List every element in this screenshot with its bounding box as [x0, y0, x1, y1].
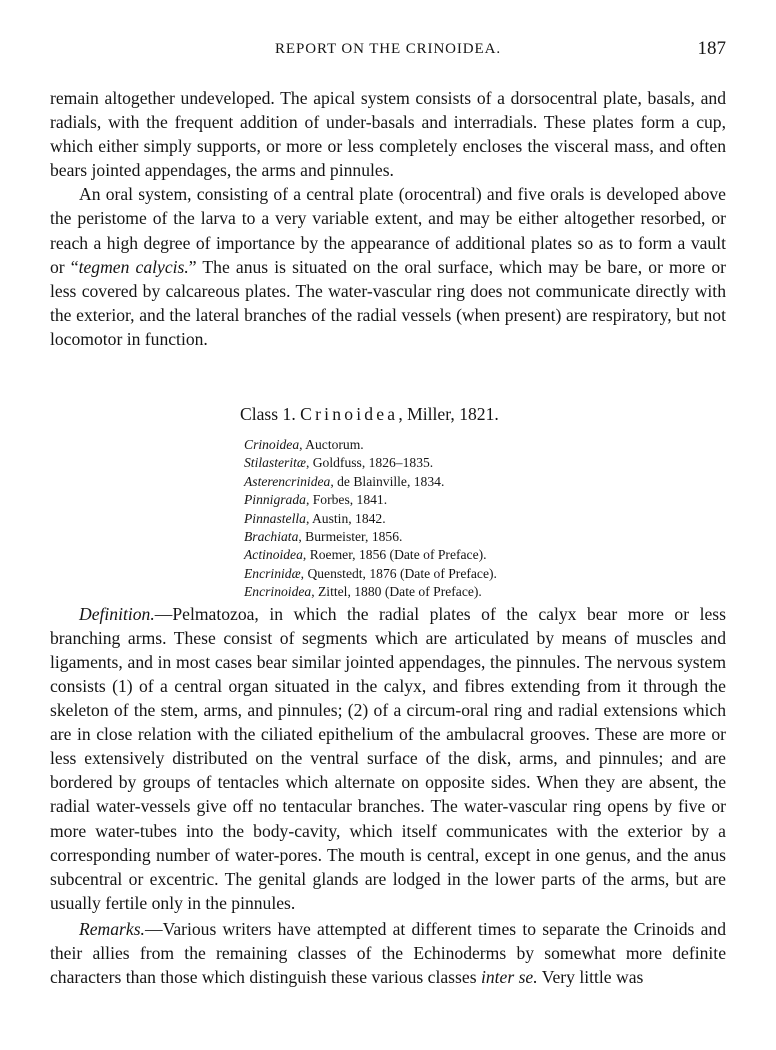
synonym-entry — [244, 491, 726, 509]
synonym-authority: , Burmeister, 1856. — [298, 529, 403, 545]
running-head: REPORT ON THE CRINOIDEA. — [275, 41, 501, 57]
synonym-entry — [244, 510, 726, 528]
synonym-authority: , Auctorum. — [299, 437, 364, 453]
oral-text-before: An oral system, consisting of a central plate (orocentral) and five orals is developed above the peristome of the larva to a very variable extent, and may be either altogether resorbed, or reach a high degree of importance by the appearance of additional plates so as to form a vault or “ — [50, 184, 726, 277]
synonym-authority: , Quenstedt, 1876 (Date of Preface). — [300, 565, 497, 581]
synonym-authority: , Austin, 1842. — [305, 510, 386, 526]
definition-text: —Pelmatozoa, in which the radial plates of the calyx bear more or less branching arms. These consist of segments which are articulated by means of muscles and ligaments, and in most cases bear similar jointed appendages, the pinnules. The nervous system consists (1) of a central organ situated in the calyx, and fibres extending from it through the skeleton of the stem, arms, and pinnules; (2) of a circum-oral ring and radial extensions which are in close relation with the ciliated epithelium of the ambulacral grooves. These are more or less extensively distributed on the ventral surface of the disk, arms, and pinnules; and are bordered by groups of tentacles which alternate on opposite sides. When they are absent, the radial water-vessels give off no tentacular branches. The water-vascular ring opens by five or more water-tubes into the body-cavity, which itself communicates with the exterior by a corresponding number of water-pores. The mouth is central, except in one genus, and the anus subcentral or excentric. The genital glands are lodged in the lower parts of the arms, but are usually fertile only in the pinnules. — [50, 603, 726, 913]
synonym-name: Stilasteritæ — [244, 455, 306, 471]
synonym-entry — [244, 546, 726, 564]
definition-label: Definition. — [79, 603, 155, 624]
synonym-authority: , Goldfuss, 1826–1835. — [305, 455, 434, 471]
synonym-entry — [244, 473, 726, 491]
page-number: 187 — [697, 38, 726, 59]
synonym-entry — [244, 583, 726, 601]
page-body — [50, 86, 726, 989]
synonym-entry — [244, 436, 726, 454]
synonym-name: Actinoidea — [244, 547, 303, 563]
synonym-entry — [244, 528, 726, 546]
tegmen-calycis-term: tegmen calycis. — [78, 256, 189, 277]
synonymy-list — [244, 436, 726, 602]
intro-paragraph: remain altogether undeveloped. The apical system consists of a dorsocentral plate, basals, and radials, with the frequent addition of under-basals and interradials. These plates form a cup, which either simply supports, or more or less completely encloses the visceral mass, and often bears jointed appendages, the arms and pinnules. — [50, 88, 726, 181]
inter-se-term: inter se. — [480, 967, 538, 988]
synonym-name: Brachiata — [244, 529, 299, 545]
synonym-name: Pinnigrada — [244, 492, 306, 508]
class-authority: , Miller, 1821. — [398, 404, 499, 425]
synonym-authority: , Zittel, 1880 (Date of Preface). — [311, 584, 482, 600]
synonym-entry — [244, 454, 726, 472]
synonym-name: Encrinidæ — [244, 565, 301, 581]
oral-system-paragraph — [50, 182, 726, 351]
remarks-paragraph — [50, 917, 726, 989]
page-header — [50, 38, 726, 62]
synonym-name: Asterencrinidea — [244, 473, 331, 489]
synonym-name: Pinnastella — [244, 510, 306, 526]
remarks-text-after: Very little was — [537, 967, 644, 988]
synonym-authority: , de Blainville, 1834. — [330, 473, 445, 489]
synonym-name: Crinoidea — [244, 437, 300, 453]
definition-paragraph — [50, 602, 726, 915]
synonym-entry — [244, 565, 726, 583]
synonym-authority: , Forbes, 1841. — [305, 492, 388, 508]
synonym-name: Encrinoidea — [244, 584, 312, 600]
oral-text-after: ” The anus is situated on the oral surface, which may be bare, or more or less covered by calcareous plates. The water-vascular ring does not communicate directly with the exterior, and the lateral branches of the radial vessels (when present) are respiratory, but not locomotor in function. — [50, 256, 726, 349]
remarks-label: Remarks. — [79, 918, 145, 939]
class-prefix: Class 1. — [240, 404, 296, 425]
remarks-text: —Various writers have attempted at different times to separate the Crinoids and their allies from the remaining classes of the Echinoderms by somewhat more definite characters than those which distinguish these various classes — [50, 918, 726, 988]
class-heading — [240, 402, 726, 426]
synonym-authority: , Roemer, 1856 (Date of Preface). — [302, 547, 487, 563]
class-name: Crinoidea — [300, 404, 399, 425]
